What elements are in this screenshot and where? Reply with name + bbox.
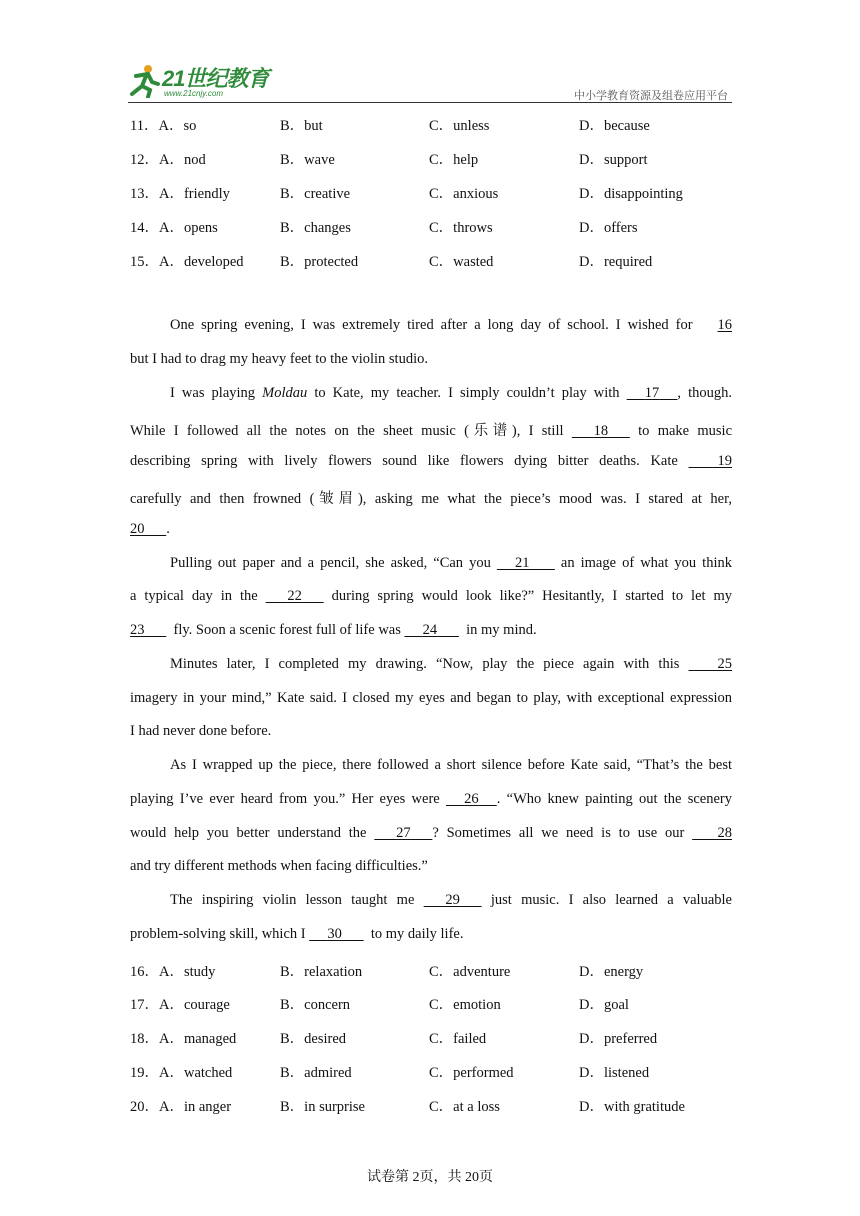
passage-line: problem-solving skill, which I 30 to my daily life. — [130, 926, 464, 942]
option-c: C．at a loss — [429, 1099, 500, 1115]
option-a: 14．A．opens — [130, 220, 218, 236]
option-row — [130, 993, 730, 1013]
option-a: 12．A．nod — [130, 152, 206, 168]
option-row — [130, 1061, 730, 1081]
blank-20: 20 — [130, 521, 145, 537]
passage-line: Minutes later, I completed my drawing. “Now, play the piece again with this 25 — [170, 656, 732, 672]
option-a: 20．A．in anger — [130, 1099, 232, 1115]
option-d: D．support — [579, 152, 648, 168]
blank-24: 24 — [422, 622, 438, 638]
option-a: 18．A．managed — [130, 1031, 237, 1047]
blank-27: 27 — [396, 825, 411, 841]
option-a: 19．A．watched — [130, 1065, 233, 1081]
logo-url: www.21cnjy.com — [164, 89, 223, 98]
option-c: C．unless — [429, 118, 490, 134]
option-c: C．anxious — [429, 186, 499, 202]
header-tagline: 中小学教育资源及组卷应用平台 — [574, 89, 728, 102]
blank-18: 18 — [593, 423, 609, 439]
passage-line: 20 . — [130, 521, 170, 537]
option-a: 11．A．so — [130, 118, 197, 134]
blank-21: 21 — [515, 555, 530, 571]
option-row — [130, 114, 730, 134]
passage-line: playing I’ve ever heard from you.” Her eyes were 26 . “Who knew painting out the scenery — [130, 791, 733, 807]
passage-line: Pulling out paper and a pencil, she asked, “Can you 21 an image of what you think — [170, 555, 732, 571]
blank-22: 22 — [287, 588, 302, 604]
passage-line: While I followed all the notes on the sheet music (乐谱), I still 18 to make music — [130, 423, 733, 439]
option-b: B．concern — [280, 997, 351, 1013]
page-footer: 试卷第 2页，共 20页 — [367, 1170, 493, 1185]
option-b: B．in surprise — [280, 1099, 365, 1115]
blank-30: 30 — [327, 926, 342, 942]
option-b: B．admired — [280, 1065, 352, 1081]
option-row — [130, 1095, 730, 1115]
option-c: C．performed — [429, 1065, 514, 1081]
passage-line: imagery in your mind,” Kate said. I closed my eyes and began to play, with exceptional expression — [130, 690, 732, 706]
passage-line: One spring evening, I was extremely tired after a long day of school. I wished for 16 — [170, 317, 733, 333]
option-b: B．creative — [280, 186, 351, 202]
option-c: C．help — [429, 152, 479, 168]
option-b: B．changes — [280, 220, 351, 236]
blank-17: 17 — [644, 385, 660, 401]
option-row — [130, 148, 730, 168]
option-c: C．wasted — [429, 254, 494, 270]
option-d: D．offers — [579, 220, 638, 236]
option-d: D．listened — [579, 1065, 650, 1081]
option-c: C．emotion — [429, 997, 501, 1013]
blank-16: 16 — [717, 317, 733, 333]
option-d: D．energy — [579, 964, 644, 980]
passage-line: but I had to drag my heavy feet to the violin studio. — [130, 351, 428, 367]
runner-logo-icon — [128, 64, 160, 98]
passage-line: I was playing Moldau to Kate, my teacher. I simply couldn’t play with 17 , though. — [170, 385, 733, 401]
logo — [128, 62, 278, 100]
option-row — [130, 182, 730, 202]
option-d: D．required — [579, 254, 653, 270]
option-b: B．protected — [280, 254, 359, 270]
passage-line: The inspiring violin lesson taught me 29 just music. I also learned a valuable — [170, 892, 732, 908]
passage-line: carefully and then frowned (皱眉), asking me what the piece’s mood was. I stared at her, — [130, 491, 732, 507]
option-a: 16．A．study — [130, 964, 216, 980]
option-d: D．disappointing — [579, 186, 683, 202]
option-row — [130, 1027, 730, 1047]
passage-line: and try different methods when facing difficulties.” — [130, 858, 428, 874]
option-b: B．relaxation — [280, 964, 363, 980]
blank-19: 19 — [717, 453, 732, 469]
option-a: 15．A．developed — [130, 254, 244, 270]
blank-26: 26 — [464, 791, 479, 807]
blank-23: 23 — [130, 622, 145, 638]
passage-line: a typical day in the 22 during spring would look like?” Hesitantly, I started to let my — [130, 588, 733, 604]
blank-25: 25 — [717, 656, 732, 672]
option-row — [130, 216, 730, 236]
blank-29: 29 — [445, 892, 460, 908]
passage-line: would help you better understand the 27 ? Sometimes all we need is to use our 28 — [130, 825, 733, 841]
passage-line: I had never done before. — [130, 723, 272, 739]
option-d: D．preferred — [579, 1031, 658, 1047]
option-c: C．failed — [429, 1031, 487, 1047]
option-b: B．wave — [280, 152, 335, 168]
option-row — [130, 960, 730, 980]
option-c: C．adventure — [429, 964, 511, 980]
option-row — [130, 250, 730, 270]
option-a: 13．A．friendly — [130, 186, 230, 202]
option-a: 17．A．courage — [130, 997, 230, 1013]
blank-28: 28 — [717, 825, 733, 841]
passage-line: describing spring with lively flowers sound like flowers dying bitter deaths. Kate 19 — [130, 453, 732, 469]
option-d: D．with gratitude — [579, 1099, 685, 1115]
page-header — [128, 60, 732, 103]
logo-text: 21世纪教育 — [162, 66, 269, 91]
option-b: B．desired — [280, 1031, 347, 1047]
passage-line: As I wrapped up the piece, there followed a short silence before Kate said, “That’s the best — [170, 757, 732, 773]
option-b: B．but — [280, 118, 323, 134]
passage-line: 23 fly. Soon a scenic forest full of life was 24 in my mind. — [130, 622, 537, 638]
option-c: C．throws — [429, 220, 493, 236]
option-d: D．because — [579, 118, 650, 134]
option-d: D．goal — [579, 997, 629, 1013]
